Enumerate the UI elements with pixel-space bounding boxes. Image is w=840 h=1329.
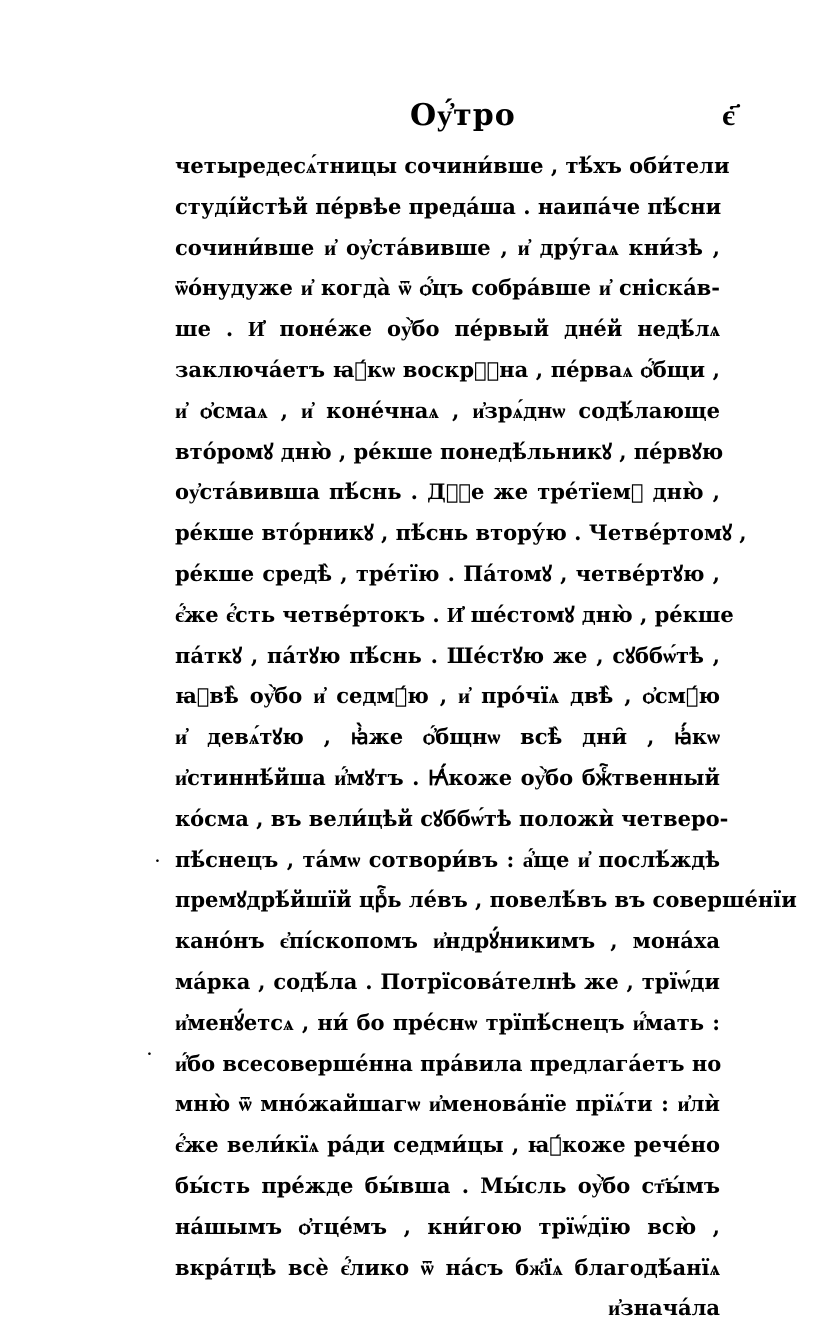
text-line: ꙗ҆вѣ̀ оу҆̀бо и҆ седмꙋ́ю , и҆ про́чїѧ двѣ̀ , ѻ҆смꙋ́ю	[175, 683, 720, 709]
text-line: и҆́бо всесоверше́нна пра́вила предлага́етъ но	[175, 1050, 722, 1076]
text-line: па́ткꙋ , па́тꙋю пѣ́снь . Ше́стꙋю же , сꙋббѡ́тѣ ,	[175, 642, 720, 668]
text-line: заключа́етъ ꙗ҆́кѡ воскрⷭ҇на , пе́рваѧ ѻ҆́бщи ,	[175, 356, 720, 382]
text-line: четыредесѧ́тницы сочини́вше , тѣ́хъ оби́тели	[175, 153, 730, 178]
text-line: вто́ромꙋ дню̀ , ре́кше понедѣ́льникꙋ , пе́рвꙋю	[175, 438, 724, 464]
text-line: є҆́же вели́кїѧ ра́ди седми́цы , ꙗ҆́коже рече́но	[175, 1132, 720, 1158]
running-title: Оу҆́тро	[410, 98, 516, 133]
text-line: и҆знача́ла	[608, 1295, 720, 1321]
text-line: ѿо́нудуже и҆ когда̀ ѿ ѻ҆́цъ собра́вше и҆ сніска́в-	[175, 275, 720, 301]
text-line: ма́рка , содѣ́ла . Потрїсова́телнѣ же , трїѡ́ди	[175, 968, 720, 994]
margin-dot: .	[155, 850, 160, 866]
page-body-text	[175, 146, 797, 1329]
text-line: пѣ́снецъ , та́мѡ сотвори́въ : а҆́ще и҆ послѣ́ждѣ	[175, 846, 720, 872]
text-line: и҆менꙋ́етсѧ , ни́ бо пре́снѡ трїпѣ́снецъ и҆́мать :	[175, 1009, 720, 1035]
text-line: сочини́вше и҆ оу҆ста́вивше , и҆ дру́гаѧ кни́зѣ ,	[175, 234, 720, 260]
text-line: премꙋдрѣ́йшїй црⷭ҇ь ле́въ , повелѣ́въ въ соверше́нїи	[175, 887, 797, 913]
text-line: и҆ ѻ҆смаѧ , и҆ коне́чнаѧ , и҆зрѧ́днѡ содѣ́лающе	[175, 397, 720, 423]
text-line: и҆стиннѣ́йша и҆́мꙋтъ . Ꙗ҆́коже оу҆̀бо бжⷭ҇твенный	[175, 764, 720, 790]
text-line: вкра́тцѣ всѐ є҆́лико ѿ на́съ бж҃їѧ благодѣ́анїѧ	[175, 1254, 720, 1280]
text-line: кано́нъ є҆пі́скопомъ и҆ндрꙋ́никимъ , мона́ха	[175, 928, 720, 954]
text-line: ре́кше средѣ̀ , тре́тїю . Па́томꙋ , четве́ртꙋю ,	[175, 560, 720, 586]
text-line: є҆́же є҆́сть четве́ртокъ . И҆ ше́стомꙋ дню̀ , ре́кше	[175, 601, 734, 627]
margin-dot: .	[147, 1043, 152, 1059]
page-header	[175, 98, 735, 138]
text-line: на́шымъ ѻ҆тце́мъ , кни́гою трїѡ́дїю всю̀ ,	[175, 1213, 720, 1239]
text-line: студі́йстѣй пе́рвѣе преда́ша . наипа́че пѣ́сни	[175, 193, 722, 219]
text-line: оу҆ста́вивша пѣ́снь . Дⷭ҇е же тре́тїемꙋ дню̀ ,	[175, 479, 720, 505]
text-line: ре́кше вто́рникꙋ , пѣ́снь втору́ю . Четве́ртомꙋ ,	[175, 520, 747, 546]
text-line: мню̀ ѿ мно́жайшагѡ и҆менова́нїе прїѧ́ти : и҆лѝ	[175, 1091, 720, 1117]
text-line: ше . И҆ поне́же оу҆̀бо пе́рвый дне́й недѣ́лѧ	[175, 316, 720, 342]
text-line: и҆ девѧ́тꙋю , ꙗ҆̀же ѻ҆́бщнѡ всѣ̀ дни̑ , ꙗ҆́кѡ	[175, 724, 720, 750]
folio-number: є҃	[722, 98, 735, 133]
text-line: ко́сма , въ вели́цѣй сꙋббѡ́тѣ положѝ четверо-	[175, 805, 729, 831]
text-line: бы́сть пре́жде бы́вша . Мы́сль оу҆̀бо ст҃ы́мъ	[175, 1172, 720, 1198]
